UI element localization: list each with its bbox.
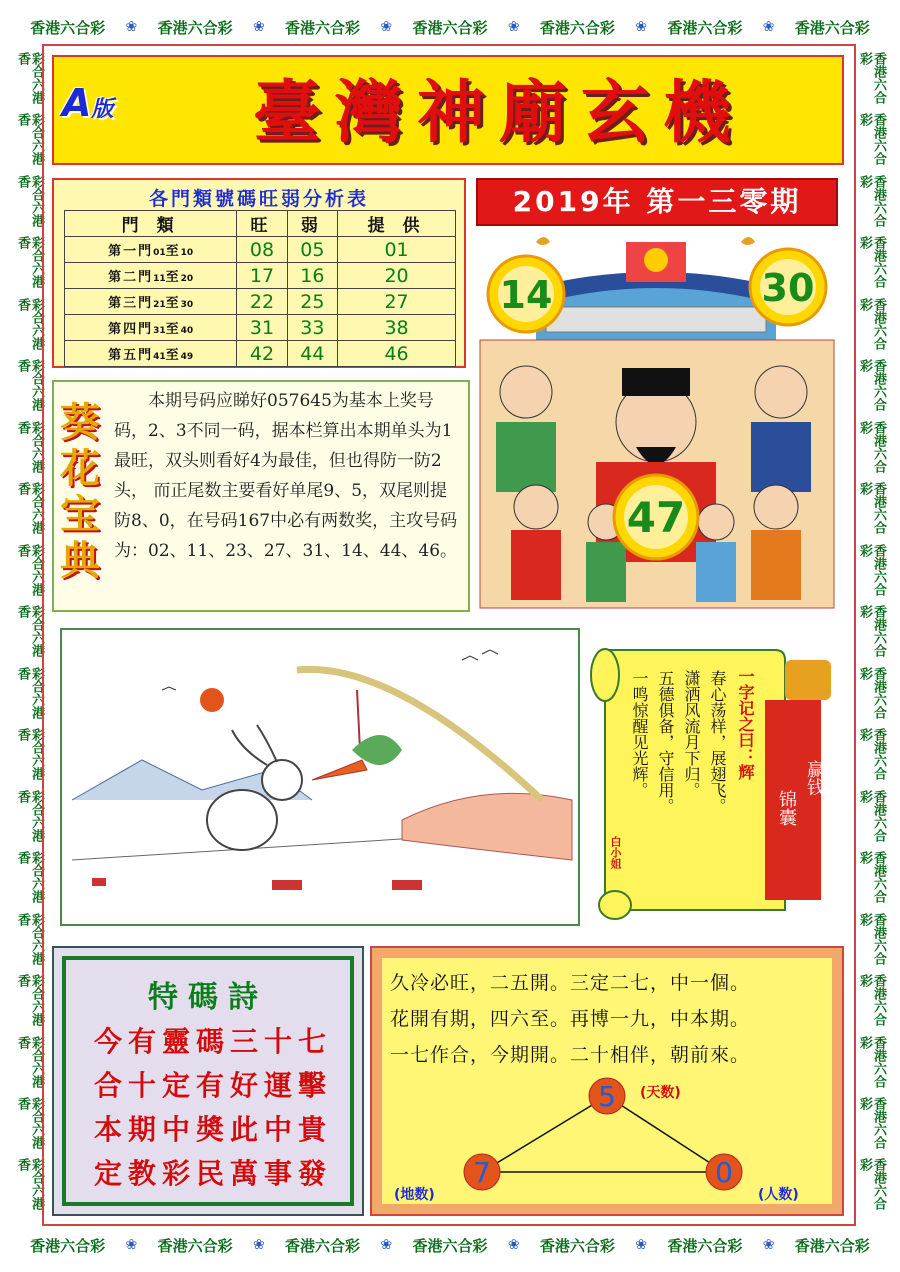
sunflower-guide-text: 本期号码应睇好057645为基本上奖号码，2、3不同一码，据本栏算出本期单头为1最旺，双头则看好4为最佳，但也得防一防2头， 而正尾数主要看好单尾9、5，双尾则提防8、0，在号码167中必有两数奖，主攻号码为：02、11、23、27、31、14、44、46。 <box>114 391 458 561</box>
gate-cell <box>65 315 237 341</box>
border-phrase: 香港六合彩 <box>857 236 886 289</box>
table-row <box>65 341 456 367</box>
number-cell-offer: 38 <box>338 315 456 341</box>
border-phrase: 彩合六港香 <box>15 482 44 535</box>
analysis-table-title: 各門類號碼旺弱分析表 <box>148 188 369 210</box>
border-separator-icon: ❀ <box>507 19 520 35</box>
header-strong: 旺 <box>237 211 287 237</box>
gate-to: 49 <box>180 352 194 362</box>
border-phrase: 香港六合彩 <box>539 1236 615 1255</box>
scroll-verse-2: 潇洒风流月下归。 <box>682 670 701 798</box>
scroll-heading: 一字记之曰：辉 <box>736 668 755 780</box>
top-border-strip <box>20 14 880 40</box>
number-cell-weak: 33 <box>287 315 337 341</box>
poem-line-4: 定教彩民萬事發 <box>93 1157 332 1190</box>
scroll-signature: 白小姐 <box>609 836 622 869</box>
border-phrase: 香港六合彩 <box>857 52 886 104</box>
gate-to-word: 至 <box>165 348 181 363</box>
border-phrase: 香港六合彩 <box>857 912 886 965</box>
border-phrase: 彩合六港香 <box>15 297 44 350</box>
number-cell-offer: 46 <box>338 341 456 367</box>
temple-gods-illustration <box>476 232 838 610</box>
number-cell-strong: 42 <box>237 341 287 367</box>
border-phrase: 香港六合彩 <box>857 174 886 227</box>
number-cell-strong: 31 <box>237 315 287 341</box>
number-cell-weak: 16 <box>287 263 337 289</box>
border-phrase: 香港六合彩 <box>857 1035 886 1088</box>
gate-to: 10 <box>180 248 194 258</box>
period-banner: 2019年 第一三零期 <box>476 178 838 226</box>
analysis-table <box>64 210 456 367</box>
border-separator-icon: ❀ <box>635 19 648 35</box>
number-cell-strong: 08 <box>237 237 287 263</box>
border-phrase: 香港六合彩 <box>285 18 361 37</box>
header-banner <box>52 55 844 165</box>
number-cell-weak: 25 <box>287 289 337 315</box>
border-phrase: 彩合六港香 <box>15 605 44 658</box>
number-cell-offer: 01 <box>338 237 456 263</box>
border-separator-icon: ❀ <box>635 1237 648 1253</box>
number-cell-offer: 20 <box>338 263 456 289</box>
number-cell-weak: 44 <box>287 341 337 367</box>
verse-line-3: 一七作合，今期開。二十相伴，朝前來。 <box>390 1044 751 1066</box>
border-phrase: 香港六合彩 <box>857 728 886 781</box>
border-separator-icon: ❀ <box>762 19 775 35</box>
lucky-number-left: 14 <box>499 273 553 317</box>
verse-panel <box>382 958 832 1204</box>
number-cell-strong: 22 <box>237 289 287 315</box>
gate-name: 第四門 <box>108 322 154 337</box>
gate-to: 40 <box>180 326 194 336</box>
scroll-verse-3: 五德俱备，守信用。 <box>656 670 675 814</box>
gate-name: 第五門 <box>108 348 154 363</box>
border-phrase: 香港六合彩 <box>412 1236 488 1255</box>
border-phrase: 彩合六港香 <box>15 113 44 166</box>
poem-title: 特碼詩 <box>148 980 268 1015</box>
border-phrase: 香港六合彩 <box>857 1096 886 1149</box>
poem-line-1: 今有靈碼三十七 <box>93 1025 332 1058</box>
gate-to: 20 <box>180 274 194 284</box>
border-phrase: 彩合六港香 <box>15 543 44 596</box>
fortune-scroll <box>585 640 841 930</box>
border-phrase: 彩合六港香 <box>15 236 44 289</box>
analysis-table-box <box>52 178 466 368</box>
gate-to-word: 至 <box>165 244 181 259</box>
border-phrase: 彩合六港香 <box>15 789 44 842</box>
border-phrase: 香港六合彩 <box>539 18 615 37</box>
header-gate: 門 類 <box>65 211 237 237</box>
border-phrase: 香港六合彩 <box>794 18 870 37</box>
border-phrase: 香港六合彩 <box>157 18 233 37</box>
header-offer: 提 供 <box>338 211 456 237</box>
border-phrase: 香港六合彩 <box>857 113 886 166</box>
border-phrase: 彩合六港香 <box>15 174 44 227</box>
border-phrase: 彩合六港香 <box>15 52 44 104</box>
scroll-verse-4: 一鸣惊醒见光辉。 <box>630 670 649 798</box>
border-phrase: 香港六合彩 <box>412 18 488 37</box>
border-phrase: 香港六合彩 <box>857 851 886 904</box>
gate-cell <box>65 263 237 289</box>
border-phrase: 香港六合彩 <box>857 666 886 719</box>
triangle-heaven-label: (天数) <box>640 1085 681 1101</box>
border-separator-icon: ❀ <box>125 19 138 35</box>
rabbit-carrot-drawing <box>62 630 578 924</box>
gate-from: 41 <box>153 352 166 362</box>
gate-name: 第三門 <box>108 296 154 311</box>
gate-name: 第二門 <box>108 270 154 285</box>
edition-badge <box>62 81 150 139</box>
gate-to: 30 <box>180 300 194 310</box>
triangle-human-number: 0 <box>715 1156 733 1189</box>
border-phrase: 彩合六港香 <box>15 666 44 719</box>
page-title: 臺灣神廟玄機 <box>252 73 745 153</box>
gate-from: 21 <box>153 300 166 310</box>
gate-from: 01 <box>153 248 166 258</box>
number-cell-offer: 27 <box>338 289 456 315</box>
border-phrase: 香港六合彩 <box>794 1236 870 1255</box>
border-phrase: 香港六合彩 <box>157 1236 233 1255</box>
border-phrase: 彩合六港香 <box>15 1035 44 1088</box>
border-phrase: 香港六合彩 <box>857 297 886 350</box>
special-code-poem-frame <box>62 956 354 1206</box>
poem-line-2: 合十定有好運擊 <box>93 1069 332 1102</box>
gate-name: 第一門 <box>108 244 154 259</box>
gate-from: 11 <box>153 274 166 284</box>
border-phrase: 香港六合彩 <box>857 420 886 473</box>
border-phrase: 香港六合彩 <box>30 18 106 37</box>
border-separator-icon: ❀ <box>252 19 265 35</box>
border-separator-icon: ❀ <box>252 1237 265 1253</box>
scroll-ribbon-win: 赢钱 <box>804 760 825 796</box>
border-separator-icon: ❀ <box>125 1237 138 1253</box>
number-cell-strong: 17 <box>237 263 287 289</box>
border-phrase: 彩合六港香 <box>15 1158 44 1211</box>
badge-letter: A <box>62 81 92 125</box>
verse-line-2: 花開有期，四六至。再博一九，中本期。 <box>390 1008 751 1030</box>
poem-line-3: 本期中奬此中貴 <box>93 1113 332 1146</box>
badge-text: 版 <box>91 97 114 122</box>
border-phrase: 香港六合彩 <box>857 605 886 658</box>
border-phrase: 彩合六港香 <box>15 1096 44 1149</box>
border-phrase: 香港六合彩 <box>857 1158 886 1211</box>
border-phrase: 香港六合彩 <box>857 974 886 1027</box>
table-row <box>65 289 456 315</box>
border-phrase: 香港六合彩 <box>30 1236 106 1255</box>
border-phrase: 香港六合彩 <box>667 18 743 37</box>
gate-to-word: 至 <box>165 322 181 337</box>
sunflower-guide-title: 葵花宝典 <box>60 399 100 584</box>
triangle-heaven-number: 5 <box>598 1080 616 1113</box>
table-body <box>65 237 456 367</box>
rabbit-carrot-illustration <box>60 628 580 926</box>
verse-line-1: 久冷必旺，二五開。三定二七，中一個。 <box>390 972 751 994</box>
border-phrase: 香港六合彩 <box>857 359 886 412</box>
border-phrase: 香港六合彩 <box>857 543 886 596</box>
scroll-ribbon-bag: 锦囊 <box>776 790 797 826</box>
border-phrase: 彩合六港香 <box>15 912 44 965</box>
gate-cell <box>65 289 237 315</box>
lucky-number-center: 47 <box>626 493 686 542</box>
number-cell-weak: 05 <box>287 237 337 263</box>
gate-from: 31 <box>153 326 166 336</box>
border-phrase: 彩合六港香 <box>15 851 44 904</box>
table-header-row <box>65 211 456 237</box>
border-phrase: 彩合六港香 <box>15 420 44 473</box>
bottom-border-strip <box>20 1232 880 1258</box>
triangle-human-label: (人数) <box>758 1187 799 1203</box>
border-phrase: 彩合六港香 <box>15 359 44 412</box>
header-weak: 弱 <box>287 211 337 237</box>
border-separator-icon: ❀ <box>507 1237 520 1253</box>
right-border-strip <box>857 52 886 1220</box>
lucky-number-right: 30 <box>761 266 815 310</box>
left-border-strip <box>15 52 44 1220</box>
table-row <box>65 263 456 289</box>
gate-to-word: 至 <box>165 270 181 285</box>
border-phrase: 香港六合彩 <box>857 482 886 535</box>
border-separator-icon: ❀ <box>380 19 393 35</box>
verse-box <box>370 946 844 1216</box>
border-phrase: 香港六合彩 <box>857 789 886 842</box>
border-separator-icon: ❀ <box>762 1237 775 1253</box>
border-phrase: 彩合六港香 <box>15 728 44 781</box>
triangle-earth-label: (地数) <box>394 1187 435 1203</box>
gate-cell <box>65 237 237 263</box>
scroll-verse-1: 春心荡样，展翅飞。 <box>708 670 727 814</box>
border-phrase: 彩合六港香 <box>15 974 44 1027</box>
border-phrase: 香港六合彩 <box>285 1236 361 1255</box>
border-separator-icon: ❀ <box>380 1237 393 1253</box>
sunflower-guide-box <box>52 380 470 612</box>
gate-cell <box>65 341 237 367</box>
table-row <box>65 315 456 341</box>
special-code-poem-box <box>52 946 364 1216</box>
gate-to-word: 至 <box>165 296 181 311</box>
triangle-earth-number: 7 <box>473 1156 491 1189</box>
border-phrase: 香港六合彩 <box>667 1236 743 1255</box>
table-row <box>65 237 456 263</box>
